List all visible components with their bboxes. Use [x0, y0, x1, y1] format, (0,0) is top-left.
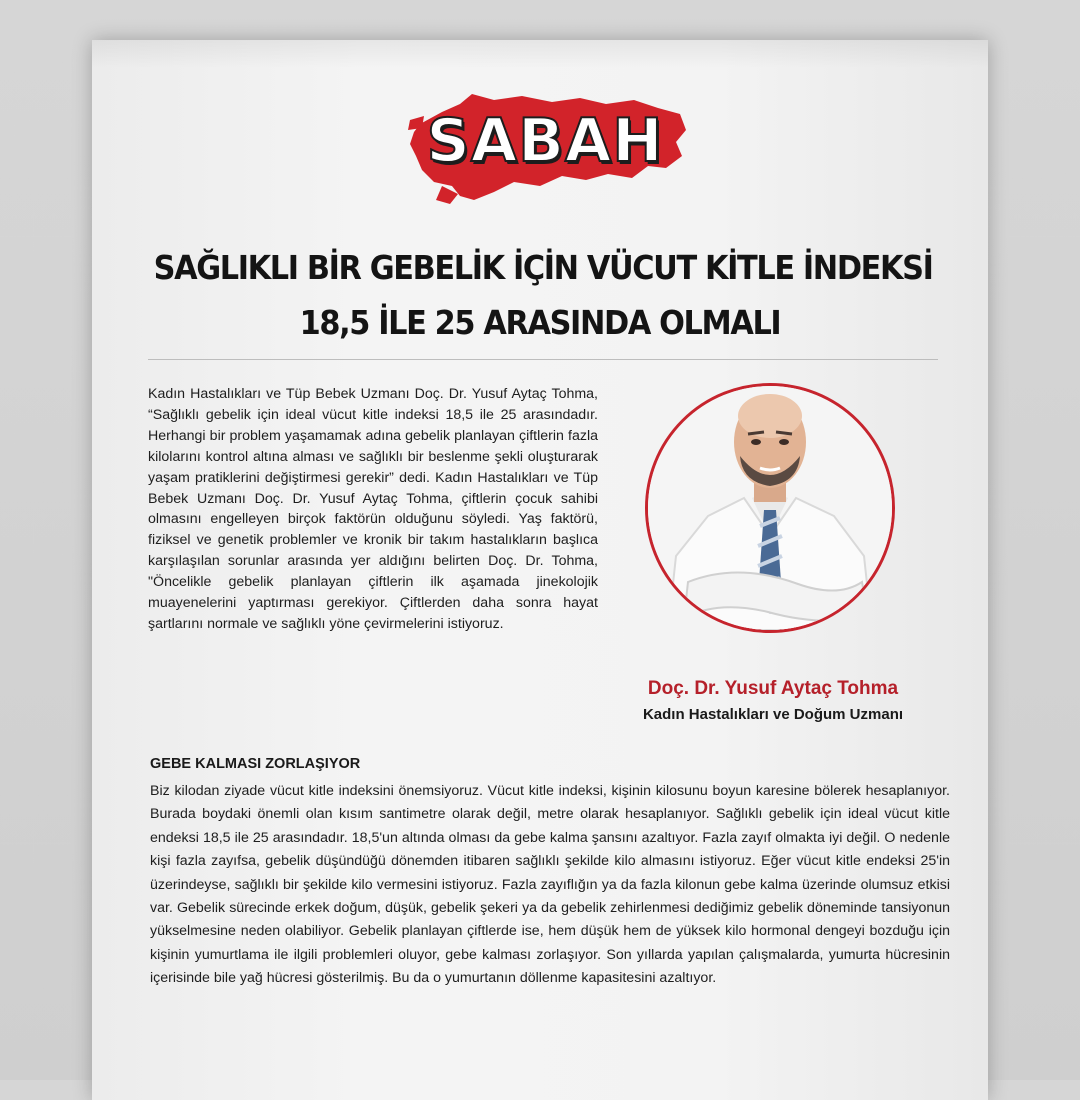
headline-line-1: SAĞLIKLI BİR GEBELİK İÇİN VÜCUT KİTLE İNDEKSİ [153, 248, 933, 287]
lead-paragraph: Kadın Hastalıkları ve Tüp Bebek Uzmanı Doç. Dr. Yusuf Aytaç Tohma, “Sağlıklı gebelik için ideal vücut kitle indeksi 18,5 ile 25 arasındadır. Herhangi bir problem yaşamamak adına gebelik planlayan çiftlerin fazla kilolarını kontrol altına alması ve sağlıklı bir beslenme şekli oluşturarak yaşam pratiklerini değiştirmesi gerekir” dedi. Kadın Hastalıkları ve Tüp Bebek Uzmanı Doç. Dr. Yusuf Aytaç Tohma, çiftlerin çocuk sahibi olmasını engelleyen birçok faktörün olduğunu söyledi. Yaş faktörü, fiziksel ve genetik problemler ve kronik bir takım hastalıkların başlıca karşılaşılan sorunlar arasında yer aldığını belirten Doç. Dr. Tohma, "Öncelikle gebelik planlayan çiftlerin ilk aşamada jinekolojik muayenelerini yaptırması gerekiyor. Çiftlerden daha sonra hayat şartlarını normale ve sağlıklı yöne çevirmelerini istiyoruz. [148, 386, 598, 632]
doctor-photo-illustration [648, 386, 892, 630]
doctor-portrait [645, 383, 895, 633]
doctor-title: Kadın Hastalıkları ve Doğum Uzmanı [642, 706, 904, 723]
headline-divider [148, 359, 938, 360]
headline-line-2: 18,5 İLE 25 ARASINDA OLMALI [299, 303, 781, 342]
section-heading: GEBE KALMASI ZORLAŞIYOR [150, 756, 361, 772]
doctor-name: Doç. Dr. Yusuf Aytaç Tohma [647, 678, 899, 699]
sabah-logo [402, 90, 688, 216]
logo-wordmark: SABAH [426, 106, 664, 176]
section-body: Biz kilodan ziyade vücut kitle indeksini önemsiyoruz. Vücut kitle indeksi, kişinin kilosunu boyun karesine bölerek hesaplanıyor. Burada boydaki önemli olan kısım santimetre olarak değil, metre olarak hesaplanıyor. Sağlıklı gebelik için ideal vücut kitle endeksi 18,5 ile 25 arasındadır. 18,5'un altında olması da gebe kalma şansını azaltıyor. Fazla zayıf olmakta iyi değil. O nedenle kişi fazla zayıfsa, gebelik düşündüğü dönemden itibaren sağlıklı şekilde kilo almasını istiyoruz. Eğer vücut kitle endeksi 25'in üzerindeyse, sağlıklı bir şekilde kilo vermesini istiyoruz. Fazla zayıflığın ya da fazla kilonun gebe kalma üzerinde olumsuz etkisi var. Gebelik sürecinde erkek doğum, düşük, gebelik şekeri ya da gebelik zehirlenmesi dediğimiz gebelik döneminde tansiyonun yükselmesine neden olabiliyor. Gebelik planlayan çiftlerde ise, hem düşük hem de yüksek kilo hormonal dengeyi bozduğu için kişinin yumurtlama ile ilgili problemleri oluyor, gebe kalması zorlaşıyor. Son yıllarda yapılan çalışmalarda, yumurta hücresinin içerisinde bile yağ hücresi gösterilmiş. Bu da o yumurtanın döllenme kapasitesini azaltıyor. [150, 783, 950, 987]
article-headline [153, 240, 933, 350]
